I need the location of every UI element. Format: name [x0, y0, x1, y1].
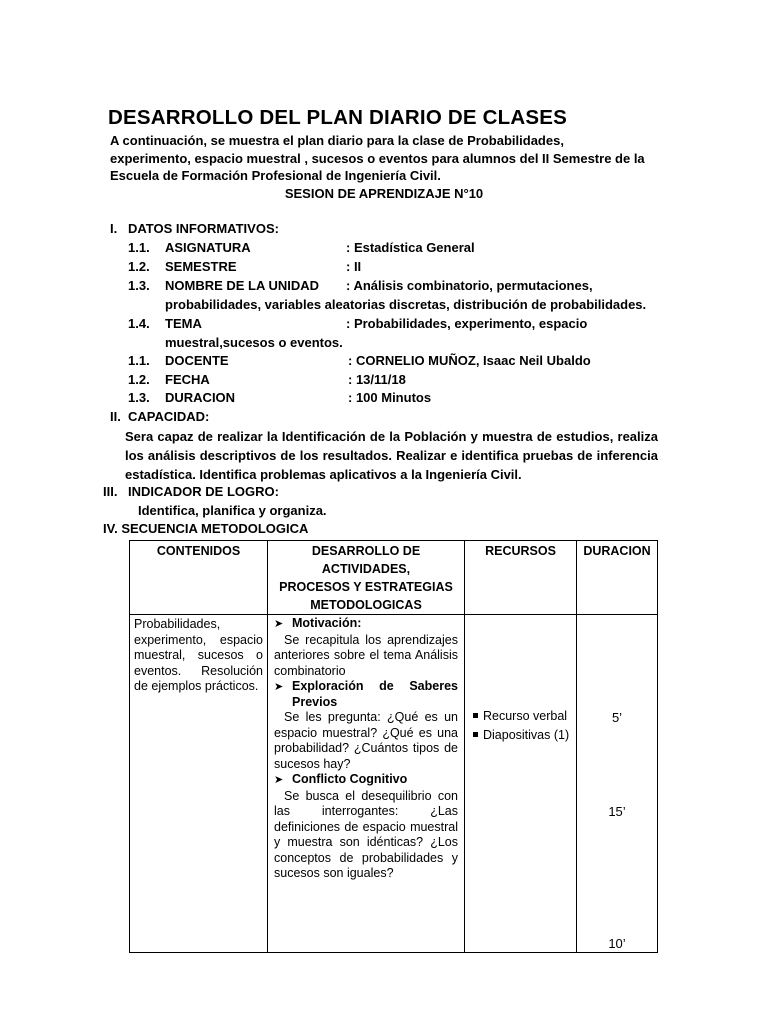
info-value: : Análisis combinatorio, permutaciones,	[346, 278, 593, 293]
arrow-bullet-icon: ➤	[274, 774, 284, 786]
info-label: DOCENTE	[165, 353, 229, 368]
intro-line-2: experimento, espacio muestral , sucesos o eventos para alumnos del II Semestre de la	[110, 151, 645, 166]
info-num: 1.2.	[128, 372, 150, 387]
activity-heading: Exploración de Saberes Previos	[292, 679, 458, 709]
section-3-numeral: III.	[103, 484, 118, 499]
activity-text: Se busca el desequilibrio con las interrogantes: ¿Las definiciones de espacio muestral y muestra son idénticas? ¿Los conceptos de probabilidades y sucesos son iguales?	[274, 788, 458, 880]
intro-line-1: A continuación, se muestra el plan diario para la clase de Probabilidades,	[110, 133, 564, 148]
cell-resources	[465, 615, 577, 953]
achievement-indicator-text: Identifica, planifica y organiza.	[138, 503, 327, 518]
section-1-heading: DATOS INFORMATIVOS:	[128, 221, 279, 236]
info-num: 1.3.	[128, 390, 150, 405]
info-value: : 13/11/18	[348, 372, 406, 387]
section-2-heading: CAPACIDAD:	[128, 409, 210, 424]
info-value: : CORNELIO MUÑOZ, Isaac Neil Ubaldo	[348, 353, 591, 368]
info-value-continued: probabilidades, variables aleatorias discretas, distribución de probabilidades.	[165, 297, 647, 312]
info-value: : 100 Minutos	[348, 390, 432, 405]
table-header-row	[130, 541, 658, 615]
header-activities-line-1: DESARROLLO DE ACTIVIDADES,	[311, 544, 421, 576]
page-title: DESARROLLO DEL PLAN DIARIO DE CLASES	[108, 106, 567, 129]
activity-heading: Motivación:	[292, 616, 362, 630]
info-value: : Estadística General	[346, 240, 475, 255]
header-duration: DURACION	[577, 541, 658, 615]
activity-text: Se les pregunta: ¿Qué es un espacio muestral? ¿Qué es una probabilidad? ¿Cuántos tipos de sucesos hay?	[274, 710, 458, 771]
capacity-text: Sera capaz de realizar la Identificación de la Población y muestra de estudios, realiza los análisis descriptivos de los resultados. Realizar e identifica pruebas de inferencia estadística. Identifica problemas aplicativos a la Ingeniería Civil.	[125, 429, 658, 482]
section-3-heading: INDICADOR DE LOGRO:	[128, 484, 279, 499]
info-value: : II	[346, 259, 362, 274]
info-value-continued: muestral,sucesos o eventos.	[165, 335, 343, 350]
info-num: 1.1.	[128, 240, 150, 255]
duration-value: 15’	[608, 804, 626, 819]
info-num: 1.4.	[128, 316, 150, 331]
header-activities	[268, 541, 465, 615]
resource-item	[473, 728, 569, 742]
header-activities-line-3: METODOLOGICAS	[310, 598, 422, 612]
methodology-table	[129, 540, 658, 953]
resource-label: Diapositivas (1)	[483, 728, 570, 742]
activity-heading: Conflicto Cognitivo	[292, 772, 408, 786]
info-num: 1.1.	[128, 353, 150, 368]
info-label: ASIGNATURA	[165, 240, 251, 255]
info-label: NOMBRE DE LA UNIDAD	[165, 278, 320, 293]
header-resources: RECURSOS	[465, 541, 577, 615]
activity-exploration	[274, 679, 458, 772]
cell-activities	[268, 615, 465, 953]
contents-text: Probabilidades, experimento, espacio muestral, sucesos o eventos. Resolución de ejemplos prácticos.	[134, 617, 263, 693]
section-4-heading: IV. SECUENCIA METODOLOGICA	[103, 521, 309, 536]
cell-contents	[130, 615, 268, 953]
header-contents: CONTENIDOS	[130, 541, 268, 615]
table-row	[130, 615, 658, 953]
intro-line-3: Escuela de Formación Profesional de Ingeniería Civil.	[110, 168, 441, 183]
cell-duration	[577, 615, 658, 953]
section-1-numeral: I.	[110, 221, 118, 236]
duration-value: 10’	[608, 936, 626, 951]
session-title: SESION DE APRENDIZAJE N°10	[284, 186, 484, 201]
header-activities-line-2: PROCESOS Y ESTRATEGIAS	[279, 580, 453, 594]
info-value: : Probabilidades, experimento, espacio	[346, 316, 588, 331]
arrow-bullet-icon: ➤	[274, 681, 284, 693]
activity-cognitive-conflict	[274, 772, 458, 882]
activity-motivation	[274, 616, 458, 679]
square-bullet-icon	[473, 732, 478, 737]
info-label: DURACION	[165, 390, 236, 405]
resource-label: Recurso verbal	[483, 709, 568, 723]
duration-value: 5’	[611, 710, 623, 725]
info-num: 1.2.	[128, 259, 150, 274]
info-label: SEMESTRE	[165, 259, 237, 274]
arrow-bullet-icon: ➤	[274, 618, 284, 630]
section-2-numeral: II.	[110, 409, 121, 424]
info-num: 1.3.	[128, 278, 150, 293]
info-label: TEMA	[165, 316, 202, 331]
resource-item	[473, 709, 567, 723]
info-label: FECHA	[165, 372, 210, 387]
activity-text: Se recapitula los aprendizajes anteriores sobre el tema Análisis combinatorio	[274, 632, 458, 678]
square-bullet-icon	[473, 713, 478, 718]
